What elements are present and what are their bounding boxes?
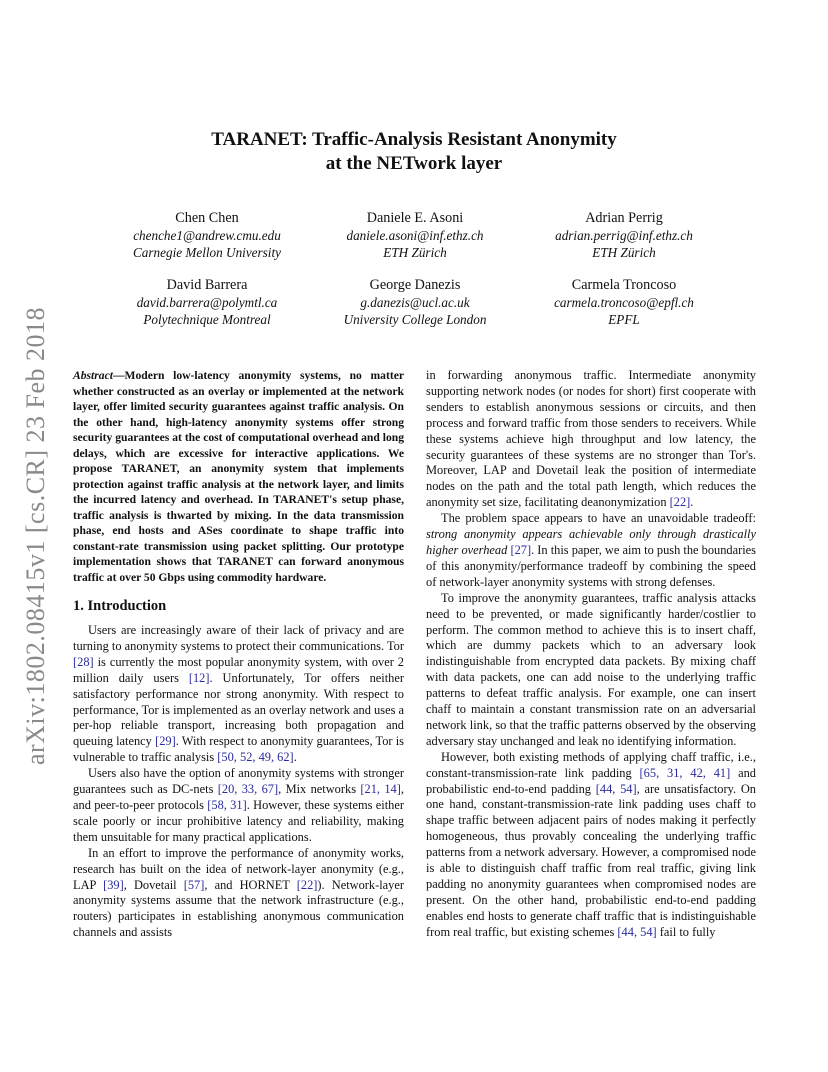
author-name: Adrian Perrig xyxy=(585,210,663,226)
paragraph: To improve the anonymity guarantees, traffic analysis attacks need to be prevented, or made significantly harder/costlier to perform. The common method to achieve this is to insert chaff, which are dummy packets which to an adversary look indistinguishable from encrypted data packets. By mixing chaff with data packets, one can add noise to the underlying traffic patterns to defeat traffic analysis. For example, one can insert chaff to maintain a constant transmission rate on an adversarial network link, so that the traffic patterns observed by the observing adversary stay unchanged and leak no identifying information. xyxy=(426,590,756,748)
text-run: In an effort to improve the performance of anonymity works, research has built on the idea of network-layer anonymity (e.g., LAP xyxy=(73,845,404,892)
citation-link[interactable]: [44, 54] xyxy=(617,924,657,939)
citation-link[interactable]: [20, 33, 67] xyxy=(217,782,279,797)
paper-title xyxy=(0,128,828,176)
text-run: , and peer-to-peer protocols xyxy=(73,782,404,812)
author-name: David Barrera xyxy=(166,277,248,293)
citation-link[interactable]: [21, 14] xyxy=(360,782,401,797)
paragraph xyxy=(73,846,404,941)
paragraph xyxy=(426,511,756,591)
citation-link[interactable]: [65, 31, 42, 41] xyxy=(639,765,731,780)
citation-link[interactable]: [39] xyxy=(103,877,124,892)
citation-link[interactable]: [44, 54] xyxy=(595,781,637,796)
author-affiliation: ETH Zürich xyxy=(383,245,447,260)
paragraph xyxy=(73,623,404,766)
text-run: . In this paper, we aim to push the boundaries of this anonymity/performance tradeoff by combining the speed of network-layer anonymity systems with strong defenses. xyxy=(426,542,756,589)
author-affiliation: Polytechnique Montreal xyxy=(143,312,271,327)
citation-link[interactable]: [28] xyxy=(73,654,94,669)
citation-link[interactable]: [12] xyxy=(188,670,210,685)
text-run: Users are increasingly aware of their lack of privacy and are turning to anonymity systems to protect their communications. Tor xyxy=(73,623,404,653)
author-block xyxy=(300,210,530,261)
abstract xyxy=(73,368,404,585)
abstract-label: Abstract xyxy=(73,369,113,382)
author-email: g.danezis@ucl.ac.uk xyxy=(360,295,470,310)
text-run: in forwarding anonymous traffic. Intermediate anonymity supporting network nodes (or nodes for short) first cooperate with senders to establish anonymous sessions or circuits, and then process and forward traffic from those senders to receivers. While these systems achieve high throughput and low latency, the security guarantees of these systems are no stronger than Tor's. Moreover, LAP and Dovetail leak the position of intermediate nodes on the path and the total path length, which reduces the anonymity set size, facilitating deanonymization xyxy=(426,368,756,510)
author-block xyxy=(509,210,739,261)
paragraph xyxy=(426,750,756,941)
text-run: fail to fully xyxy=(656,924,716,939)
author-email: carmela.troncoso@epfl.ch xyxy=(554,295,694,310)
citation-link[interactable]: [29] xyxy=(155,734,176,749)
paragraph xyxy=(73,766,404,846)
citation-link[interactable]: [27] xyxy=(510,542,532,557)
citation-link[interactable]: [58, 31] xyxy=(207,797,247,812)
text-run: , are unsatisfactory. On one hand, constant-transmission-rate link padding uses chaff to shape traffic between adjacent pairs of nodes making it perfectly homogeneous, thus provably concealing the underlying traffic patterns from a network adversary. However, a compromised node is able to distinguish chaff traffic from real traffic, giving link padding no anonymity guarantees when compromised nodes are present. On the other hand, probabilistic end-to-end padding enables end hosts to generate chaff traffic that is indistinguishable from real traffic, but existing schemes xyxy=(426,781,756,939)
title-line-1: TARANET: Traffic-Analysis Resistant Anonymity xyxy=(211,129,617,150)
author-block xyxy=(92,277,322,328)
text-run: , Mix networks xyxy=(278,782,361,797)
title-line-2: at the NETwork layer xyxy=(325,153,503,174)
citation-link[interactable]: [22] xyxy=(669,495,691,510)
author-name: Chen Chen xyxy=(175,210,239,226)
author-affiliation: EPFL xyxy=(608,312,640,327)
text-run: . With respect to anonymity guarantees, Tor is vulnerable to traffic analysis xyxy=(73,734,404,765)
section-heading: 1. Introduction xyxy=(73,598,167,614)
text-run: . However, these systems either scale poorly or incur prohibitive latency and reliability, making them unsuitable for many practical applications. xyxy=(73,797,404,844)
text-run: . Unfortunately, Tor offers neither satisfactory performance nor strong anonymity. With respect to performance, Tor is implemented as an overlay network and uses a per-hop reliable transport, increasing both propagation and queuing latency xyxy=(73,670,404,749)
text-run: is currently the most popular anonymity system, with over 2 million daily users xyxy=(73,654,404,685)
author-name: Carmela Troncoso xyxy=(571,277,677,293)
paragraph xyxy=(426,368,756,511)
author-email: daniele.asoni@inf.ethz.ch xyxy=(346,228,484,243)
author-name: Daniele E. Asoni xyxy=(366,210,464,226)
author-block xyxy=(92,210,322,261)
text-run: . xyxy=(293,750,297,765)
author-email: adrian.perrig@inf.ethz.ch xyxy=(555,228,693,243)
text-run: However, both existing methods of applying chaff traffic, i.e., constant-transmission-rate link padding xyxy=(426,749,756,780)
author-block xyxy=(509,277,739,328)
text-run: Users also have the option of anonymity systems with stronger guarantees such as DC-nets xyxy=(73,766,404,797)
left-column xyxy=(73,368,404,941)
citation-link[interactable]: [57] xyxy=(183,877,205,892)
author-affiliation: Carnegie Mellon University xyxy=(133,245,281,260)
author-name: George Danezis xyxy=(369,277,461,293)
citation-link[interactable]: [50, 52, 49, 62] xyxy=(217,750,294,765)
author-block xyxy=(300,277,530,328)
text-run: ). Network-layer anonymity systems assume that the network infrastructure (e.g., routers) participates in establishing anonymous communication channels and assists xyxy=(73,877,404,940)
author-email: david.barrera@polymtl.ca xyxy=(136,295,278,310)
text-run: and probabilistic end-to-end padding xyxy=(426,765,757,796)
author-affiliation: University College London xyxy=(343,312,487,327)
arxiv-identifier[interactable]: arXiv:1802.08415v1 [cs.CR] 23 Feb 2018 xyxy=(21,306,50,766)
citation-link[interactable]: [22] xyxy=(296,877,318,892)
text-run: . xyxy=(690,495,694,510)
text-run: , and HORNET xyxy=(204,877,297,892)
emphasized-text: strong anonymity appears achievable only through drastically higher overhead xyxy=(426,527,756,557)
text-run: , Dovetail xyxy=(123,877,184,892)
author-email: chenche1@andrew.cmu.edu xyxy=(133,228,281,243)
abstract-text: —Modern low-latency anonymity systems, no matter whether constructed as an overlay or implemented at the network layer, offer limited security guarantees against traffic analysis. On the other hand, high-latency anonymity systems offer strong security guarantees at the cost of computational overhead and long delays, which are excessive for interactive applications. We propose TARANET, an anonymity system that implements protection against traffic analysis at the network layer, and limits the incurred latency and overhead. In TARANET's setup phase, traffic analysis is thwarted by mixing. In the data transmission phase, end hosts and ASes coordinate to shape traffic into constant-rate transmission using packet splitting. Our prototype implementation shows that TARANET can forward anonymous traffic at over 50 Gbps using commodity hardware. xyxy=(73,369,404,584)
author-affiliation: ETH Zürich xyxy=(592,245,656,260)
right-column xyxy=(426,368,756,941)
text-run: The problem space appears to have an unavoidable tradeoff: xyxy=(441,511,756,526)
